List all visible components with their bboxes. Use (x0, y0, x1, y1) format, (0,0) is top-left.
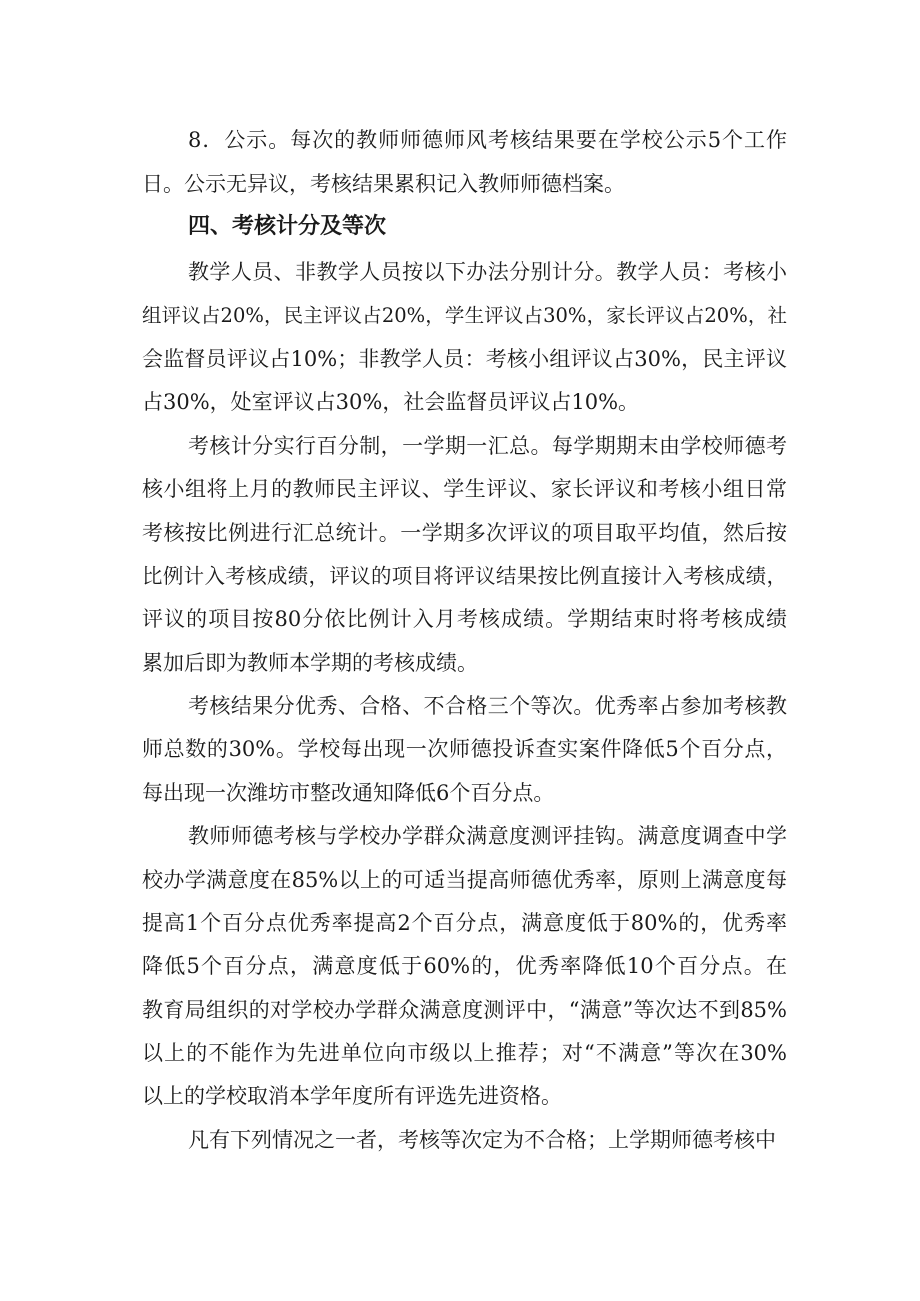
paragraph-2-line-2: 组评议占20%，民主评议占20%，学生评议占30%，家长评议占20%，社 (142, 304, 787, 327)
paragraph-5-line-1: 教师师德考核与学校办学群众满意度测评挂钩。满意度调查中学 (188, 824, 787, 848)
paragraph-1-line-1: 8．公示。每次的教师师德师风考核结果要在学校公示5个工作 (188, 128, 787, 152)
paragraph-2-line-4: 占30%，处室评议占30%，社会监督员评议占10%。 (142, 390, 640, 414)
paragraph-5-line-4: 降低5个百分点，满意度低于60%的，优秀率降低10个百分点。在 (142, 954, 787, 978)
paragraph-5-line-6: 以上的不能作为先进单位向市级以上推荐；对“不满意”等次在30% (142, 1041, 787, 1065)
paragraph-3-line-2: 核小组将上月的教师民主评议、学生评议、家长评议和考核小组日常 (142, 477, 787, 501)
paragraph-5-line-5: 教育局组织的对学校办学群众满意度测评中，“满意”等次达不到85% (142, 998, 787, 1022)
paragraph-3-line-5: 评议的项目按80分依比例计入月考核成绩。学期结束时将考核成绩 (142, 607, 787, 631)
paragraph-4-line-2: 师总数的30%。学校每出现一次师德投诉查实案件降低5个百分点， (142, 737, 787, 761)
paragraph-3-line-3: 考核按比例进行汇总统计。一学期多次评议的项目取平均值，然后按 (142, 521, 787, 545)
paragraph-4-line-3: 每出现一次潍坊市整改通知降低6个百分点。 (142, 781, 555, 805)
paragraph-3-line-6: 累加后即为教师本学期的考核成绩。 (142, 651, 478, 675)
paragraph-5-line-3: 提高1个百分点优秀率提高2个百分点，满意度低于80%的，优秀率 (142, 911, 787, 935)
paragraph-5-line-2: 校办学满意度在85%以上的可适当提高师德优秀率，原则上满意度每 (142, 868, 787, 892)
paragraph-2-line-1: 教学人员、非教学人员按以下办法分别计分。教学人员：考核小 (188, 260, 787, 284)
paragraph-4-line-1: 考核结果分优秀、合格、不合格三个等次。优秀率占参加考核教 (188, 694, 787, 718)
paragraph-3-line-1: 考核计分实行百分制，一学期一汇总。每学期期末由学校师德考 (188, 434, 787, 458)
paragraph-2-line-3: 会监督员评议占10%；非教学人员：考核小组评议占30%，民主评议 (142, 347, 787, 371)
paragraph-3-line-4: 比例计入考核成绩，评议的项目将评议结果按比例直接计入考核成绩， (142, 564, 787, 588)
section-heading: 四、考核计分及等次 (188, 214, 387, 239)
paragraph-1-line-2: 日。公示无异议，考核结果累积记入教师师德档案。 (142, 172, 625, 196)
paragraph-6-line-1: 凡有下列情况之一者，考核等次定为不合格；上学期师德考核中 (188, 1128, 776, 1152)
paragraph-5-line-7: 以上的学校取消本学年度所有评选先进资格。 (142, 1084, 562, 1108)
